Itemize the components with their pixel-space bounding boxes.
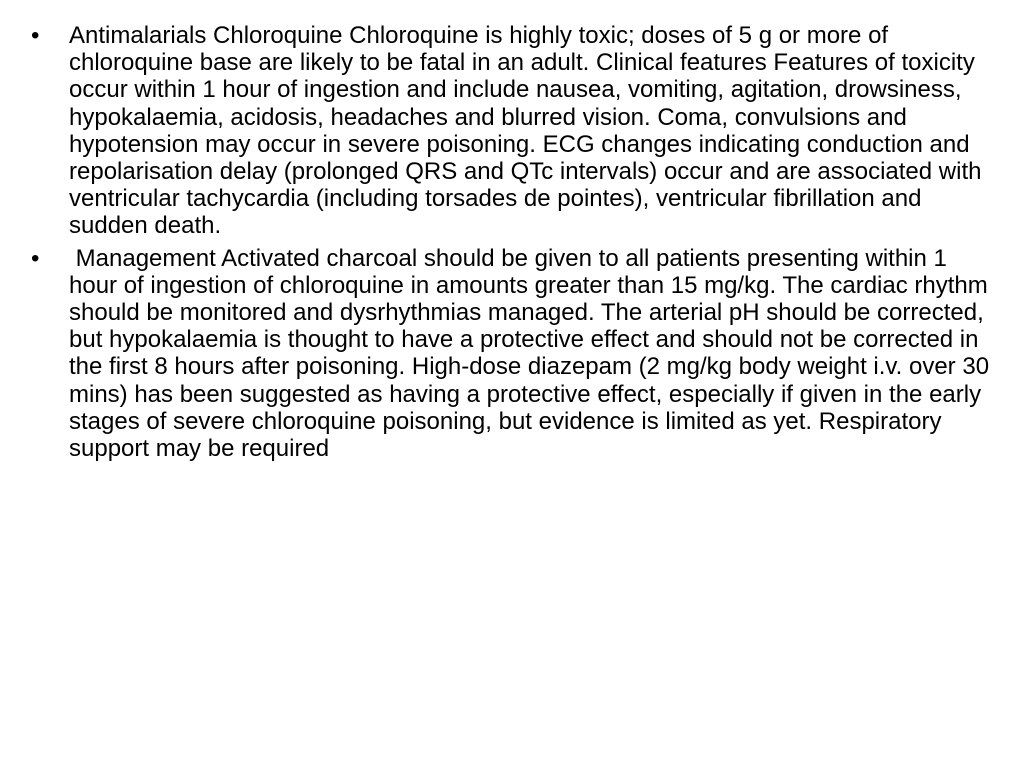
- bullet-item-chloroquine-toxicity: [0, 22, 1024, 240]
- bullet-text: Management Activated charcoal should be given to all patients presenting within 1 hour of ingestion of chloroquine in amounts greater than 15 mg/kg. The cardiac rhythm should be monitored and dysrhythmias managed. The arterial pH should be corrected, but hypokalaemia is thought to have a protective effect and should not be corrected in the first 8 hours after poisoning. High-dose diazepam (2 mg/kg body weight i.v. over 30 mins) has been suggested as having a protective effect, especially if given in the early stages of severe chloroquine poisoning, but evidence is limited as yet. Respiratory support may be required: [69, 244, 996, 463]
- bullet-marker: •: [31, 22, 40, 49]
- bullet-item-management: [0, 245, 1024, 463]
- bullet-list: [0, 22, 1024, 467]
- bullet-text: Antimalarials Chloroquine Chloroquine is highly toxic; doses of 5 g or more of chloroquine base are likely to be fatal in an adult. Clinical features Features of toxicity occur within 1 hour of ingestion and include nausea, vomiting, agitation, drowsiness, hypokalaemia, acidosis, headaches and blurred vision. Coma, convulsions and hypotension may occur in severe poisoning. ECG changes indicating conduction and repolarisation delay (prolonged QRS and QTc intervals) occur and are associated with ventricular tachycardia (including torsades de pointes), ventricular fibrillation and sudden death.: [69, 22, 989, 240]
- bullet-marker: •: [31, 244, 40, 272]
